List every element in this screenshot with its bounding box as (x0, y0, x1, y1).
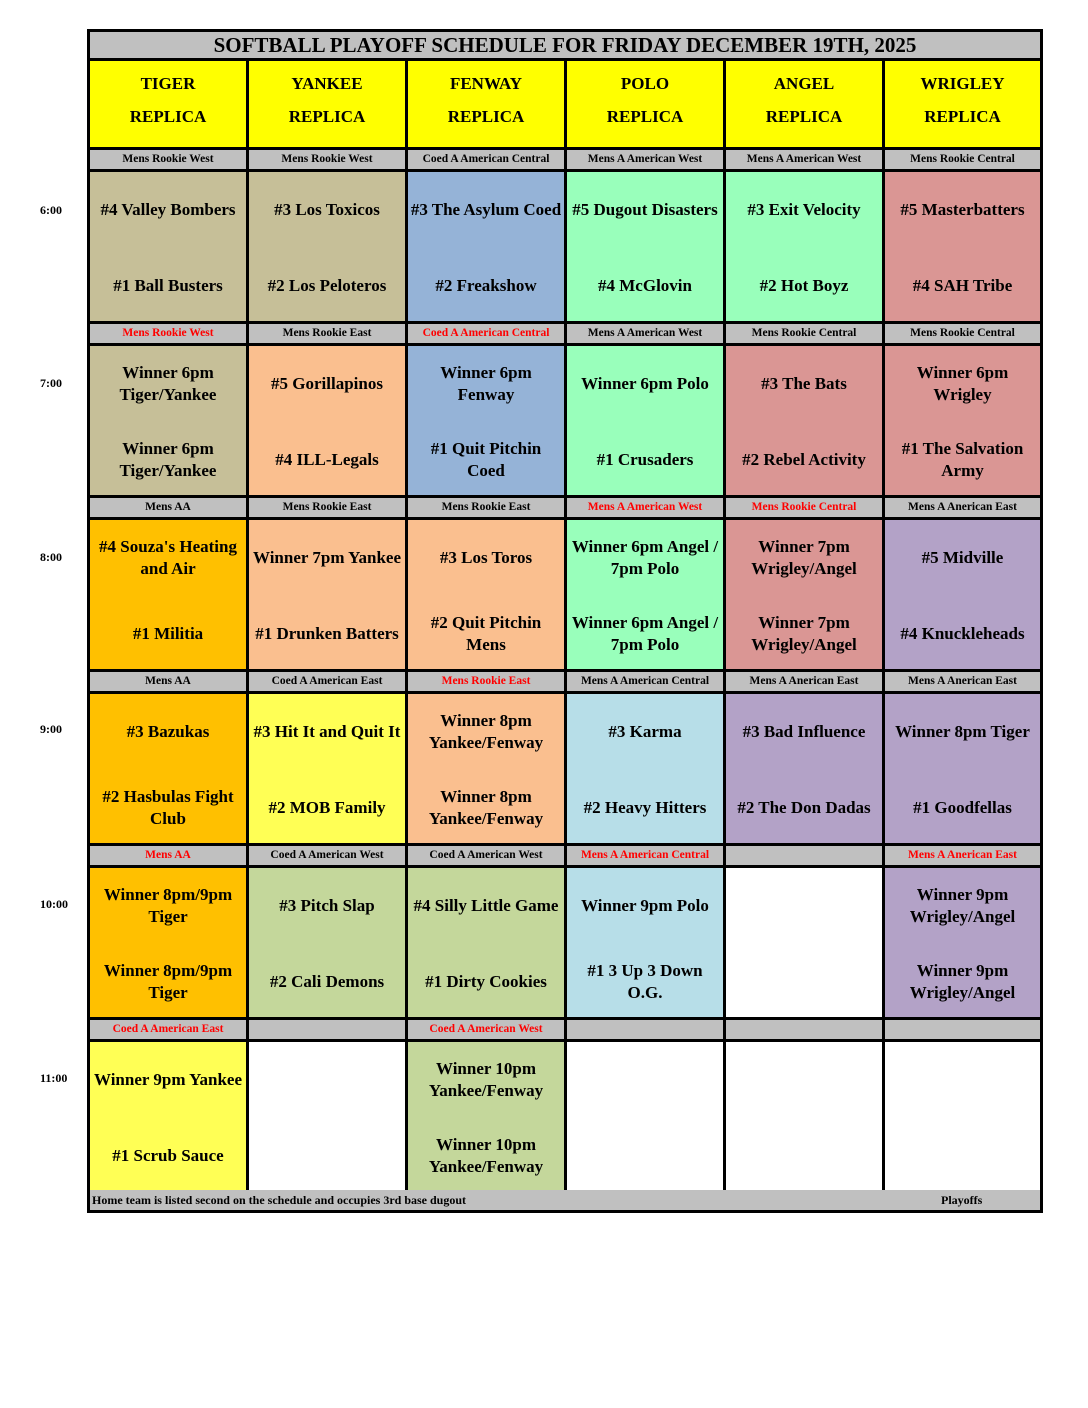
division-label (249, 1020, 405, 1042)
column-divider (246, 61, 249, 1190)
game-cell (726, 172, 882, 324)
field-name: FENWAY (449, 74, 523, 93)
visiting-team: Winner 8pm Tiger (895, 722, 1030, 741)
game-cell (249, 346, 405, 498)
visiting-team: #3 The Bats (761, 374, 847, 393)
division-label (885, 1020, 1040, 1042)
game-cell (567, 172, 723, 324)
visiting-team: Winner 8pm/9pm Tiger (103, 885, 233, 926)
game-cell (726, 1042, 882, 1194)
division-label: Coed A American West (408, 846, 564, 868)
game-cell (885, 868, 1040, 1020)
home-team: #4 SAH Tribe (912, 276, 1013, 295)
home-team (728, 1126, 880, 1186)
schedule-title: SOFTBALL PLAYOFF SCHEDULE FOR FRIDAY DECEMBER 19TH, 2025 (90, 32, 1040, 61)
game-cell (249, 868, 405, 1020)
division-label: Mens Rookie East (408, 498, 564, 520)
home-team: #1 Scrub Sauce (112, 1146, 224, 1165)
visiting-team: #3 Bazukas (126, 722, 210, 741)
game-cell (885, 694, 1040, 846)
time-label: 11:00 (40, 1071, 68, 1085)
game-cell (408, 1042, 564, 1194)
visiting-team: Winner 10pm Yankee/Fenway (428, 1059, 544, 1100)
division-label (726, 846, 882, 868)
column-divider (723, 61, 726, 1190)
game-cell (567, 346, 723, 498)
time-label: 9:00 (40, 722, 62, 736)
division-label: Mens A American Central (567, 672, 723, 694)
visiting-team: #4 Souza's Heating and Air (99, 537, 237, 578)
game-cell (408, 694, 564, 846)
division-label: Coed A American East (249, 672, 405, 694)
home-team (728, 952, 880, 1012)
division-label: Mens Rookie Central (885, 324, 1040, 346)
home-team: #1 3 Up 3 Down O.G. (587, 961, 703, 1002)
visiting-team: #5 Dugout Disasters (572, 200, 718, 219)
game-cell (567, 520, 723, 672)
home-team: #1 Crusaders (596, 450, 694, 469)
time-label: 7:00 (40, 376, 62, 390)
division-label: Coed A American West (408, 1020, 564, 1042)
home-team: #1 Dirty Cookies (425, 972, 547, 991)
home-team: Winner 6pm Angel / 7pm Polo (571, 613, 719, 654)
column-divider (405, 61, 408, 1190)
field-sub: REPLICA (924, 107, 1001, 126)
division-label: Mens AA (90, 846, 246, 868)
division-label: Mens Rookie Central (885, 150, 1040, 172)
visiting-team: #4 Silly Little Game (413, 896, 559, 915)
division-label: Mens AA (90, 672, 246, 694)
visiting-team: #3 Exit Velocity (747, 200, 861, 219)
division-label: Mens A American West (567, 498, 723, 520)
visiting-team: Winner 6pm Fenway (440, 363, 532, 404)
field-sub: REPLICA (447, 107, 525, 126)
division-label: Mens Rookie Central (726, 324, 882, 346)
visiting-team: #3 Karma (608, 722, 682, 741)
division-label: Mens A American West (726, 150, 882, 172)
division-label: Coed A American Central (408, 324, 564, 346)
home-team: #1 Quit Pitchin Coed (430, 439, 542, 480)
time-label: 10:00 (40, 897, 68, 911)
game-cell (408, 346, 564, 498)
home-team: #1 Militia (132, 624, 204, 643)
division-label: Mens A American Central (567, 846, 723, 868)
visiting-team: Winner 7pm Wrigley/Angel (751, 537, 857, 578)
division-label: Mens Rookie West (90, 324, 246, 346)
game-cell (567, 694, 723, 846)
field-sub: REPLICA (288, 107, 366, 126)
time-label: 8:00 (40, 550, 62, 564)
home-team: Winner 7pm Wrigley/Angel (751, 613, 857, 654)
home-team: #2 Heavy Hitters (583, 798, 707, 817)
visiting-team: Winner 8pm Yankee/Fenway (428, 711, 544, 752)
field-name: TIGER (140, 74, 196, 93)
field-header-fenway (408, 61, 564, 150)
visiting-team: #5 Midville (921, 548, 1004, 567)
visiting-team: #3 Los Toros (439, 548, 533, 567)
game-cell (408, 520, 564, 672)
field-sub: REPLICA (765, 107, 843, 126)
division-label: Mens Rookie East (249, 498, 405, 520)
game-cell (90, 694, 246, 846)
home-team: Winner 6pm Tiger/Yankee (119, 439, 217, 480)
division-label: Mens AA (90, 498, 246, 520)
game-cell (90, 1042, 246, 1194)
field-header-yankee (249, 61, 405, 150)
visiting-team: #3 Bad Influence (742, 722, 866, 741)
home-team: #4 Knuckleheads (900, 624, 1025, 643)
division-label: Mens Rookie East (249, 324, 405, 346)
field-sub: REPLICA (606, 107, 684, 126)
home-team (887, 1126, 1038, 1186)
game-cell (408, 172, 564, 324)
division-label: Mens Rookie East (408, 672, 564, 694)
playoffs-label: Playoffs (941, 1193, 983, 1207)
field-name: WRIGLEY (920, 74, 1005, 93)
field-header-wrigley (885, 61, 1040, 150)
division-label: Mens A American West (567, 324, 723, 346)
division-label: Mens Rookie West (90, 150, 246, 172)
visiting-team: #3 Hit It and Quit It (253, 722, 401, 741)
division-label: Mens A Anerican East (726, 672, 882, 694)
game-cell (726, 346, 882, 498)
game-cell (249, 172, 405, 324)
division-label: Mens Rookie Central (726, 498, 882, 520)
visiting-team: Winner 9pm Wrigley/Angel (909, 885, 1016, 926)
home-team: #2 Los Peloteros (267, 276, 387, 295)
division-label: Coed A American East (90, 1020, 246, 1042)
visiting-team (728, 1050, 880, 1110)
visiting-team: #3 Pitch Slap (279, 896, 375, 915)
visiting-team: Winner 9pm Yankee (94, 1070, 242, 1089)
field-name: ANGEL (773, 74, 835, 93)
game-cell (885, 346, 1040, 498)
home-team: #2 Rebel Activity (742, 450, 866, 469)
visiting-team: #4 Valley Bombers (100, 200, 236, 219)
field-name: YANKEE (291, 74, 363, 93)
division-label: Mens A Anerican East (885, 498, 1040, 520)
home-team: #4 McGlovin (598, 276, 692, 295)
visiting-team (728, 876, 880, 936)
field-sub: REPLICA (129, 107, 207, 126)
division-label: Mens A Anerican East (885, 846, 1040, 868)
home-team: Winner 9pm Wrigley/Angel (909, 961, 1016, 1002)
visiting-team: Winner 9pm Polo (581, 896, 709, 915)
game-cell (90, 520, 246, 672)
visiting-team: #3 The Asylum Coed (410, 200, 562, 219)
home-team: #2 The Don Dadas (737, 798, 871, 817)
division-label: Mens A Anerican East (885, 672, 1040, 694)
visiting-team: #5 Gorillapinos (271, 374, 383, 393)
field-name: POLO (620, 74, 670, 93)
visiting-team: Winner 6pm Wrigley (916, 363, 1009, 404)
visiting-team (251, 1050, 403, 1110)
column-divider (882, 61, 885, 1190)
field-header-angel (726, 61, 882, 150)
home-team: #1 The Salvation Army (901, 439, 1024, 480)
home-team: #2 Hasbulas Fight Club (102, 787, 234, 828)
schedule-sheet (87, 29, 1043, 1213)
game-cell (726, 520, 882, 672)
home-team: Winner 8pm Yankee/Fenway (428, 787, 544, 828)
game-cell (249, 520, 405, 672)
home-team: #1 Goodfellas (913, 798, 1012, 817)
visiting-team: Winner 6pm Tiger/Yankee (119, 363, 217, 404)
division-label (726, 1020, 882, 1042)
division-label: Coed A American West (249, 846, 405, 868)
visiting-team (569, 1050, 721, 1110)
schedule-footer (90, 1190, 1040, 1210)
home-team (251, 1126, 403, 1186)
field-header-tiger (90, 61, 246, 150)
game-cell (885, 1042, 1040, 1194)
division-label: Mens Rookie West (249, 150, 405, 172)
home-team: Winner 10pm Yankee/Fenway (428, 1135, 544, 1176)
game-cell (249, 694, 405, 846)
home-team: #2 Quit Pitchin Mens (430, 613, 542, 654)
visiting-team: Winner 7pm Yankee (253, 548, 401, 567)
home-team: #1 Drunken Batters (255, 624, 399, 643)
visiting-team: Winner 6pm Angel / 7pm Polo (571, 537, 719, 578)
game-cell (90, 346, 246, 498)
visiting-team (887, 1050, 1038, 1110)
visiting-team: #5 Masterbatters (900, 200, 1025, 219)
home-team: #2 Hot Boyz (759, 276, 849, 295)
home-team: #1 Ball Busters (113, 276, 223, 295)
game-cell (726, 694, 882, 846)
division-label: Mens A American West (567, 150, 723, 172)
home-team (569, 1126, 721, 1186)
game-cell (885, 172, 1040, 324)
division-label (567, 1020, 723, 1042)
game-cell (885, 520, 1040, 672)
visiting-team: #3 Los Toxicos (274, 200, 380, 219)
home-team: #4 ILL-Legals (275, 450, 379, 469)
game-cell (249, 1042, 405, 1194)
game-cell (90, 868, 246, 1020)
field-header-polo (567, 61, 723, 150)
home-team: #2 MOB Family (268, 798, 386, 817)
home-team: #2 Cali Demons (269, 972, 385, 991)
game-cell (567, 868, 723, 1020)
home-team: #2 Freakshow (435, 276, 537, 295)
division-label: Coed A American Central (408, 150, 564, 172)
game-cell (408, 868, 564, 1020)
game-cell (567, 1042, 723, 1194)
game-cell (90, 172, 246, 324)
home-team-note: Home team is listed second on the schedule and occupies 3rd base dugout (92, 1193, 467, 1207)
game-cell (726, 868, 882, 1020)
visiting-team: Winner 6pm Polo (581, 374, 709, 393)
home-team: Winner 8pm/9pm Tiger (103, 961, 233, 1002)
time-label: 6:00 (40, 203, 62, 217)
column-divider (564, 61, 567, 1190)
